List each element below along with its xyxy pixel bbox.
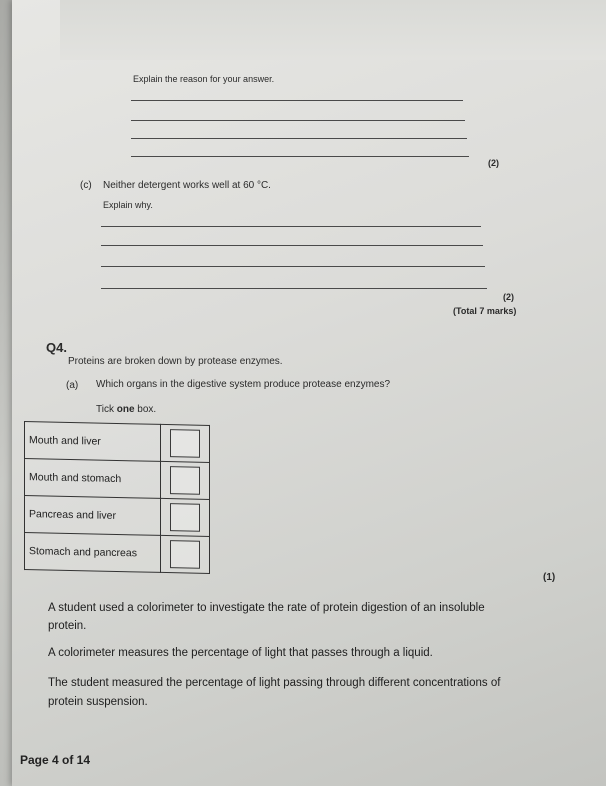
options-table — [24, 421, 210, 574]
page-number: Page 4 of 14 — [20, 753, 91, 767]
answer-line — [101, 288, 487, 289]
answer-line — [131, 138, 467, 139]
question-number: Q4. — [46, 340, 67, 355]
answer-line — [101, 226, 481, 227]
paper-sheet — [12, 0, 606, 786]
tick-box[interactable] — [170, 466, 200, 495]
part-a-label: (a) — [66, 380, 79, 391]
answer-line — [131, 156, 469, 157]
paragraph-2: A colorimeter measures the percentage of light that passes through a liquid. — [48, 647, 433, 659]
paragraph-3-line-1: The student measured the percentage of light passing through different concentrations of — [48, 677, 501, 689]
part-c-label: (c) — [80, 180, 92, 191]
tick-box[interactable] — [170, 503, 200, 532]
option-label: Pancreas and liver — [25, 496, 161, 536]
option-row — [25, 459, 210, 500]
part-a-question: Which organs in the digestive system produce protease enzymes? — [96, 379, 391, 390]
answer-line — [131, 100, 463, 101]
tick-box[interactable] — [170, 429, 200, 458]
part-c-marks: (2) — [503, 292, 514, 302]
paragraph-3-line-2: protein suspension. — [48, 696, 148, 708]
option-label: Mouth and stomach — [25, 459, 161, 499]
part-a-marks: (1) — [543, 572, 556, 583]
option-label: Stomach and pancreas — [25, 533, 161, 573]
part-c-prompt: Explain why. — [103, 200, 153, 210]
previous-page-edge — [60, 0, 606, 60]
answer-line — [131, 120, 465, 121]
option-row — [25, 533, 210, 574]
part-c-statement: Neither detergent works well at 60 °C. — [103, 180, 271, 191]
part-a-instruction: Tick one box. — [96, 404, 157, 415]
part-b-prompt: Explain the reason for your answer. — [133, 74, 275, 84]
question-intro: Proteins are broken down by protease enzymes. — [68, 356, 283, 367]
part-b-marks: (2) — [488, 158, 499, 168]
answer-line — [101, 245, 483, 246]
paragraph-1-line-1: A student used a colorimeter to investigate the rate of protein digestion of an insoluble — [48, 602, 485, 614]
paragraph-1-line-2: protein. — [48, 620, 87, 632]
option-row — [25, 422, 210, 463]
option-label: Mouth and liver — [25, 422, 161, 462]
total-marks: (Total 7 marks) — [453, 306, 517, 316]
answer-line — [101, 266, 485, 267]
option-row — [25, 496, 210, 537]
tick-box[interactable] — [170, 540, 200, 569]
